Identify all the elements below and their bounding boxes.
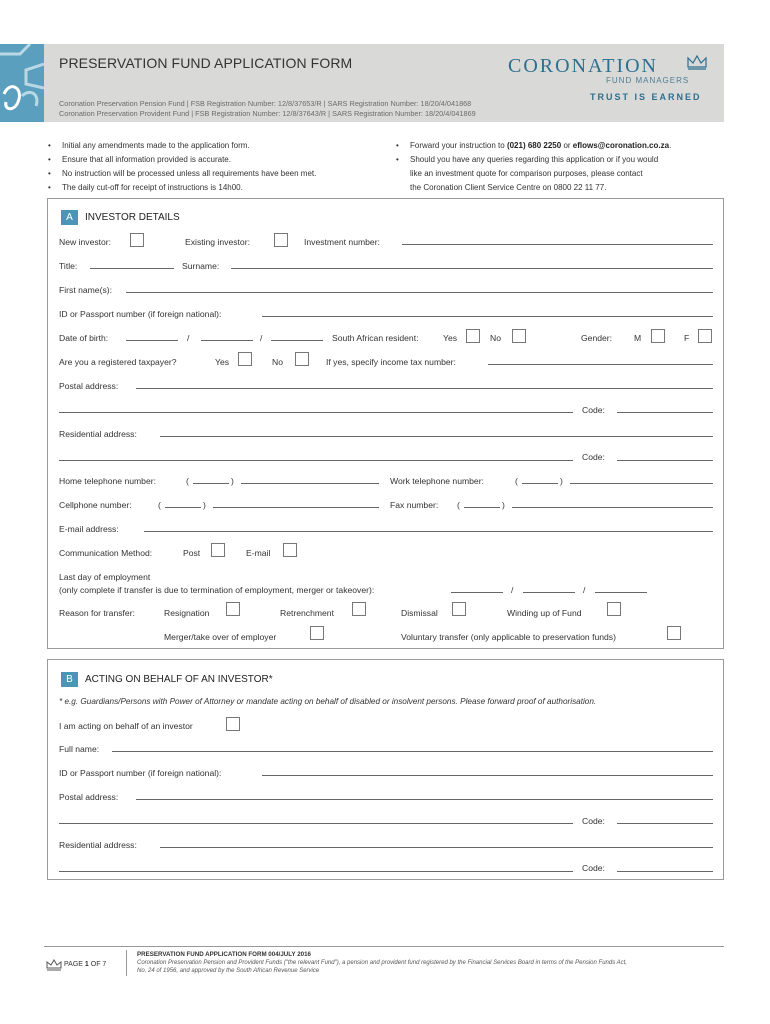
full-name-label: Full name: <box>59 744 100 754</box>
b-residential-field[interactable] <box>160 847 713 848</box>
b-postal-field[interactable] <box>136 799 713 800</box>
b-residential-field-2[interactable] <box>59 871 573 872</box>
paren-open: ( <box>158 500 161 510</box>
registration-line-provident: Coronation Preservation Provident Fund | FSB Registration Number: 12/8/37643/R | SARS Registration Number: 18/20/4/041869 <box>59 109 476 118</box>
dismissal-checkbox[interactable] <box>452 602 466 616</box>
investment-number-label: Investment number: <box>304 237 380 247</box>
crown-icon <box>46 958 62 976</box>
id-passport-label: ID or Passport number (if foreign national): <box>59 309 222 319</box>
contact-phone: (021) 680 2250 <box>506 141 562 150</box>
paren-open: ( <box>515 476 518 486</box>
taxpayer-label: Are you a registered taxpayer? <box>59 357 177 367</box>
b-residential-code-label: Code: <box>582 863 605 873</box>
section-b-note: * e.g. Guardians/Persons with Power of Attorney or mandate acting on behalf of disabled or insolvent persons. Please forward proof of authorisation. <box>59 697 597 706</box>
winding-up-label: Winding up of Fund <box>507 608 582 618</box>
page-number: 1 <box>84 961 89 968</box>
instruction-contact: • Forward your instruction to (021) 680 2250 or eflows@coronation.co.za. <box>392 139 722 153</box>
new-investor-label: New investor: <box>59 237 112 247</box>
work-tel-field[interactable] <box>570 483 713 484</box>
b-residential-label: Residential address: <box>59 840 137 850</box>
title-label: Title: <box>59 261 78 271</box>
investment-number-field[interactable] <box>402 244 713 245</box>
resident-yes-label: Yes <box>443 333 458 343</box>
b-postal-label: Postal address: <box>59 792 119 802</box>
taxpayer-no-checkbox[interactable] <box>295 352 309 366</box>
residential-address-field[interactable] <box>160 436 713 437</box>
email-label: E-mail address: <box>59 524 119 534</box>
full-name-field[interactable] <box>112 751 713 752</box>
instruction-item: • Ensure that all information provided is accurate. <box>44 153 404 167</box>
merger-checkbox[interactable] <box>310 626 324 640</box>
dob-label: Date of birth: <box>59 333 109 343</box>
form-reference: PRESERVATION FUND APPLICATION FORM 004/JULY 2016 <box>137 951 311 958</box>
contact-email[interactable]: eflows@coronation.co.za <box>572 141 670 150</box>
b-postal-code-label: Code: <box>582 816 605 826</box>
registration-line-pension: Coronation Preservation Pension Fund | FSB Registration Number: 12/8/37653/R | SARS Registration Number: 18/20/4/041868 <box>59 99 472 108</box>
voluntary-checkbox[interactable] <box>667 626 681 640</box>
residential-code-field[interactable] <box>617 460 713 461</box>
tax-number-label: If yes, specify income tax number: <box>326 357 456 367</box>
section-b-title: ACTING ON BEHALF OF AN INVESTOR* <box>85 674 273 685</box>
footer-disclaimer-1: Coronation Preservation Pension and Provident Funds ("the relevant Fund"), a pension and provident fund registered by the Financial Services Board in terms of the Pension Funds Act, <box>137 960 627 966</box>
retrenchment-label: Retrenchment <box>280 608 334 618</box>
paren-close: ) <box>560 476 563 486</box>
resignation-label: Resignation <box>164 608 210 618</box>
resignation-checkbox[interactable] <box>226 602 240 616</box>
resident-no-label: No <box>490 333 501 343</box>
instructions-right: • Forward your instruction to (021) 680 2250 or eflows@coronation.co.za. • Should you have any queries regarding this application or if you would like an investment quote for comparison purposes, please contact the Coronation Client Service Centre on 0800 22 11 77. <box>392 139 722 195</box>
tax-number-field[interactable] <box>488 364 713 365</box>
postal-code-field[interactable] <box>617 412 713 413</box>
dob-month-field[interactable] <box>201 340 253 341</box>
gender-m-checkbox[interactable] <box>651 329 665 343</box>
first-names-field[interactable] <box>126 292 713 293</box>
comm-email-label: E-mail <box>246 548 271 558</box>
dob-year-field[interactable] <box>271 340 323 341</box>
paren-close: ) <box>231 476 234 486</box>
last-day-year-field[interactable] <box>595 592 647 593</box>
reason-label: Reason for transfer: <box>59 608 135 618</box>
gender-m-label: M <box>634 333 642 343</box>
date-separator: / <box>511 585 514 595</box>
instruction-item: • Initial any amendments made to the application form. <box>44 139 404 153</box>
resident-yes-checkbox[interactable] <box>466 329 480 343</box>
last-day-note: (only complete if transfer is due to termination of employment, merger or takeover): <box>59 585 375 595</box>
home-tel-label: Home telephone number: <box>59 476 156 486</box>
section-a-letter: A <box>61 210 78 225</box>
id-passport-field[interactable] <box>262 316 713 317</box>
b-residential-code-field[interactable] <box>617 871 713 872</box>
voluntary-label: Voluntary transfer (only applicable to preservation funds) <box>401 632 616 642</box>
b-postal-code-field[interactable] <box>617 823 713 824</box>
home-tel-field[interactable] <box>241 483 379 484</box>
dob-day-field[interactable] <box>126 340 178 341</box>
b-postal-field-2[interactable] <box>59 823 573 824</box>
paren-close: ) <box>502 500 505 510</box>
paren-open: ( <box>186 476 189 486</box>
last-day-label: Last day of employment <box>59 572 151 582</box>
resident-no-checkbox[interactable] <box>512 329 526 343</box>
footer-disclaimer-2: No. 24 of 1956, and approved by the South African Revenue Service <box>137 968 320 974</box>
new-investor-checkbox[interactable] <box>130 233 144 247</box>
paren-close: ) <box>203 500 206 510</box>
existing-investor-label: Existing investor: <box>185 237 250 247</box>
fax-code-field[interactable] <box>464 507 500 508</box>
merger-label: Merger/take over of employer <box>164 632 277 642</box>
cellphone-field[interactable] <box>213 507 379 508</box>
winding-up-checkbox[interactable] <box>607 602 621 616</box>
dob-separator: / <box>187 333 190 343</box>
comm-email-checkbox[interactable] <box>283 543 297 557</box>
cellphone-label: Cellphone number: <box>59 500 132 510</box>
dismissal-label: Dismissal <box>401 608 438 618</box>
date-separator: / <box>583 585 586 595</box>
postal-code-label: Code: <box>582 405 605 415</box>
work-tel-label: Work telephone number: <box>390 476 484 486</box>
postal-address-field[interactable] <box>136 388 713 389</box>
taxpayer-no-label: No <box>272 357 283 367</box>
last-day-month-field[interactable] <box>523 592 575 593</box>
fax-label: Fax number: <box>390 500 439 510</box>
residential-code-label: Code: <box>582 452 605 462</box>
comm-post-label: Post <box>183 548 201 558</box>
crown-icon <box>686 54 708 75</box>
dob-separator: / <box>260 333 263 343</box>
page-title: PRESERVATION FUND APPLICATION FORM <box>59 55 353 71</box>
instructions-left <box>44 139 404 195</box>
fax-field[interactable] <box>512 507 713 508</box>
existing-investor-checkbox[interactable] <box>274 233 288 247</box>
residential-address-field-2[interactable] <box>59 460 573 461</box>
work-tel-code-field[interactable] <box>522 483 558 484</box>
email-field[interactable] <box>144 531 713 532</box>
first-names-label: First name(s): <box>59 285 112 295</box>
postal-address-label: Postal address: <box>59 381 119 391</box>
postal-address-field-2[interactable] <box>59 412 573 413</box>
title-field[interactable] <box>90 268 174 269</box>
sa-resident-label: South African resident: <box>332 333 419 343</box>
comm-method-label: Communication Method: <box>59 548 153 558</box>
instruction-queries: • Should you have any queries regarding this application or if you would <box>392 153 722 167</box>
cell-code-field[interactable] <box>165 507 201 508</box>
brand-subtitle: FUND MANAGERS <box>606 76 690 85</box>
instruction-item: • The daily cut-off for receipt of instructions is 14h00. <box>44 181 404 195</box>
acting-checkbox[interactable] <box>226 717 240 731</box>
residential-address-label: Residential address: <box>59 429 137 439</box>
b-id-passport-label: ID or Passport number (if foreign national): <box>59 768 222 778</box>
instruction-item: • No instruction will be processed unless all requirements have been met. <box>44 167 404 181</box>
surname-field[interactable] <box>231 268 713 269</box>
brand-pattern <box>0 44 44 122</box>
taxpayer-yes-label: Yes <box>215 357 230 367</box>
page-indicator: PAGE 1 OF 7 <box>64 961 107 968</box>
section-a-title: INVESTOR DETAILS <box>85 212 180 223</box>
home-tel-code-field[interactable] <box>193 483 229 484</box>
taxpayer-yes-checkbox[interactable] <box>238 352 252 366</box>
brand-logo: CORONATION <box>508 55 658 77</box>
acting-label: I am acting on behalf of an investor <box>59 721 193 731</box>
gender-label: Gender: <box>581 333 613 343</box>
gender-f-label: F <box>684 333 690 343</box>
last-day-day-field[interactable] <box>451 592 503 593</box>
gender-f-checkbox[interactable] <box>698 329 712 343</box>
brand-tagline: TRUST IS EARNED <box>590 92 702 102</box>
comm-post-checkbox[interactable] <box>211 543 225 557</box>
retrenchment-checkbox[interactable] <box>352 602 366 616</box>
paren-open: ( <box>457 500 460 510</box>
b-id-passport-field[interactable] <box>262 775 713 776</box>
section-b-letter: B <box>61 672 78 687</box>
surname-label: Surname: <box>182 261 220 271</box>
footer-vertical-divider <box>126 950 127 976</box>
footer-divider <box>44 946 724 947</box>
